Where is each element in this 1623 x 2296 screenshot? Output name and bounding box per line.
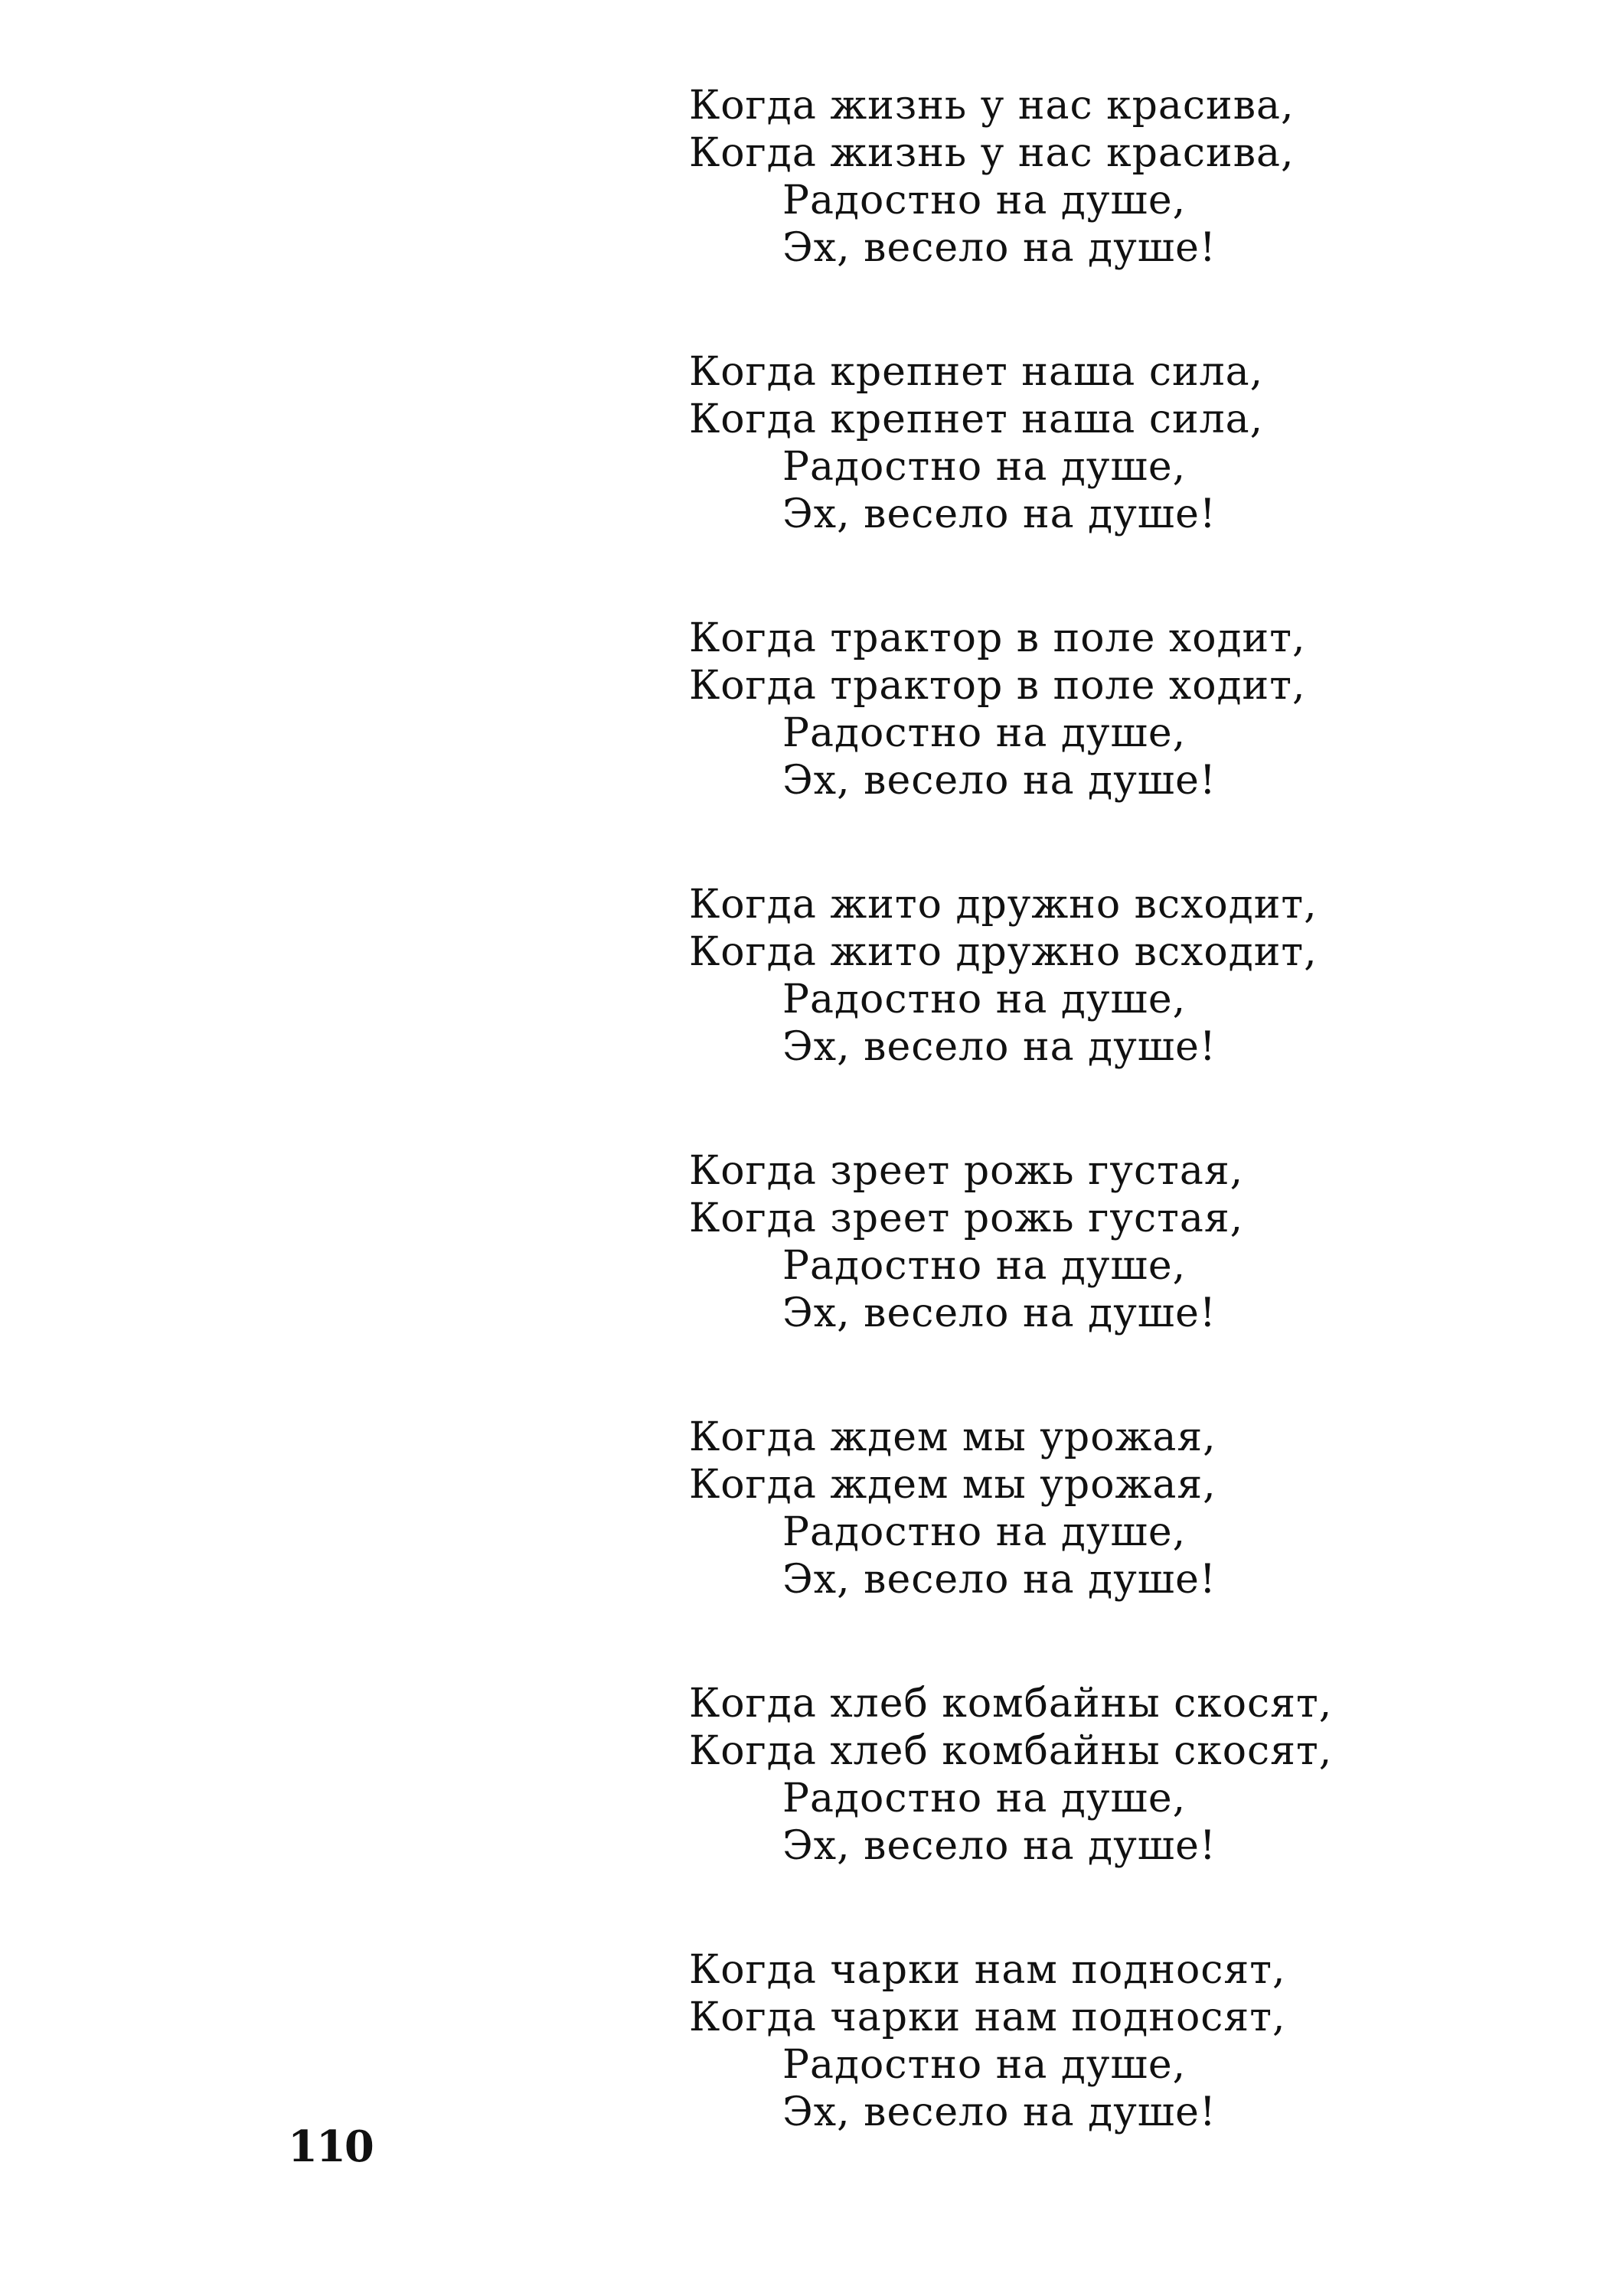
verse-line: Когда зреет рожь густая, bbox=[689, 1195, 1244, 1241]
refrain-line: Радостно на душе, bbox=[782, 2042, 1187, 2088]
verse-line: Когда чарки нам подносят, bbox=[689, 1994, 1286, 2040]
stanza-8 bbox=[689, 1947, 1455, 2213]
verse-line: Когда ждем мы урожая, bbox=[689, 1414, 1216, 1460]
refrain-line: Радостно на душе, bbox=[782, 1243, 1187, 1289]
stanza-2 bbox=[689, 349, 1455, 615]
poem bbox=[689, 83, 1455, 2213]
verse-line: Когда зреет рожь густая, bbox=[689, 1148, 1244, 1194]
refrain-line: Эх, весело на душе! bbox=[782, 2089, 1216, 2135]
refrain-line: Радостно на душе, bbox=[782, 444, 1187, 490]
refrain-line: Эх, весело на душе! bbox=[782, 758, 1216, 804]
verse-line: Когда ждем мы урожая, bbox=[689, 1462, 1216, 1508]
refrain-line: Радостно на душе, bbox=[782, 977, 1187, 1022]
verse-line: Когда жито дружно всходит, bbox=[689, 882, 1318, 928]
page-number: 110 bbox=[288, 2122, 373, 2172]
stanza-6 bbox=[689, 1414, 1455, 1681]
refrain-line: Эх, весело на душе! bbox=[782, 225, 1216, 271]
verse-line: Когда жизнь у нас красива, bbox=[689, 83, 1295, 129]
refrain-line: Эх, весело на душе! bbox=[782, 491, 1216, 537]
stanza-1 bbox=[689, 83, 1455, 349]
verse-line: Когда трактор в поле ходит, bbox=[689, 615, 1306, 661]
refrain-line: Радостно на душе, bbox=[782, 1776, 1187, 1821]
stanza-3 bbox=[689, 615, 1455, 882]
refrain-line: Радостно на душе, bbox=[782, 1509, 1187, 1555]
refrain-line: Радостно на душе, bbox=[782, 710, 1187, 756]
verse-line: Когда хлеб комбайны скосят, bbox=[689, 1728, 1333, 1774]
refrain-line: Эх, весело на душе! bbox=[782, 1024, 1216, 1070]
refrain-line: Эх, весело на душе! bbox=[782, 1290, 1216, 1336]
verse-line: Когда жизнь у нас красива, bbox=[689, 130, 1295, 176]
refrain-line: Радостно на душе, bbox=[782, 178, 1187, 223]
stanza-7 bbox=[689, 1681, 1455, 1947]
refrain-line: Эх, весело на душе! bbox=[782, 1823, 1216, 1869]
verse-line: Когда трактор в поле ходит, bbox=[689, 663, 1306, 709]
verse-line: Когда крепнет наша сила, bbox=[689, 349, 1264, 395]
verse-line: Когда жито дружно всходит, bbox=[689, 929, 1318, 975]
stanza-4 bbox=[689, 882, 1455, 1148]
verse-line: Когда чарки нам подносят, bbox=[689, 1947, 1286, 1993]
verse-line: Когда хлеб комбайны скосят, bbox=[689, 1681, 1333, 1727]
refrain-line: Эх, весело на душе! bbox=[782, 1557, 1216, 1603]
verse-line: Когда крепнет наша сила, bbox=[689, 396, 1264, 442]
stanza-5 bbox=[689, 1148, 1455, 1414]
